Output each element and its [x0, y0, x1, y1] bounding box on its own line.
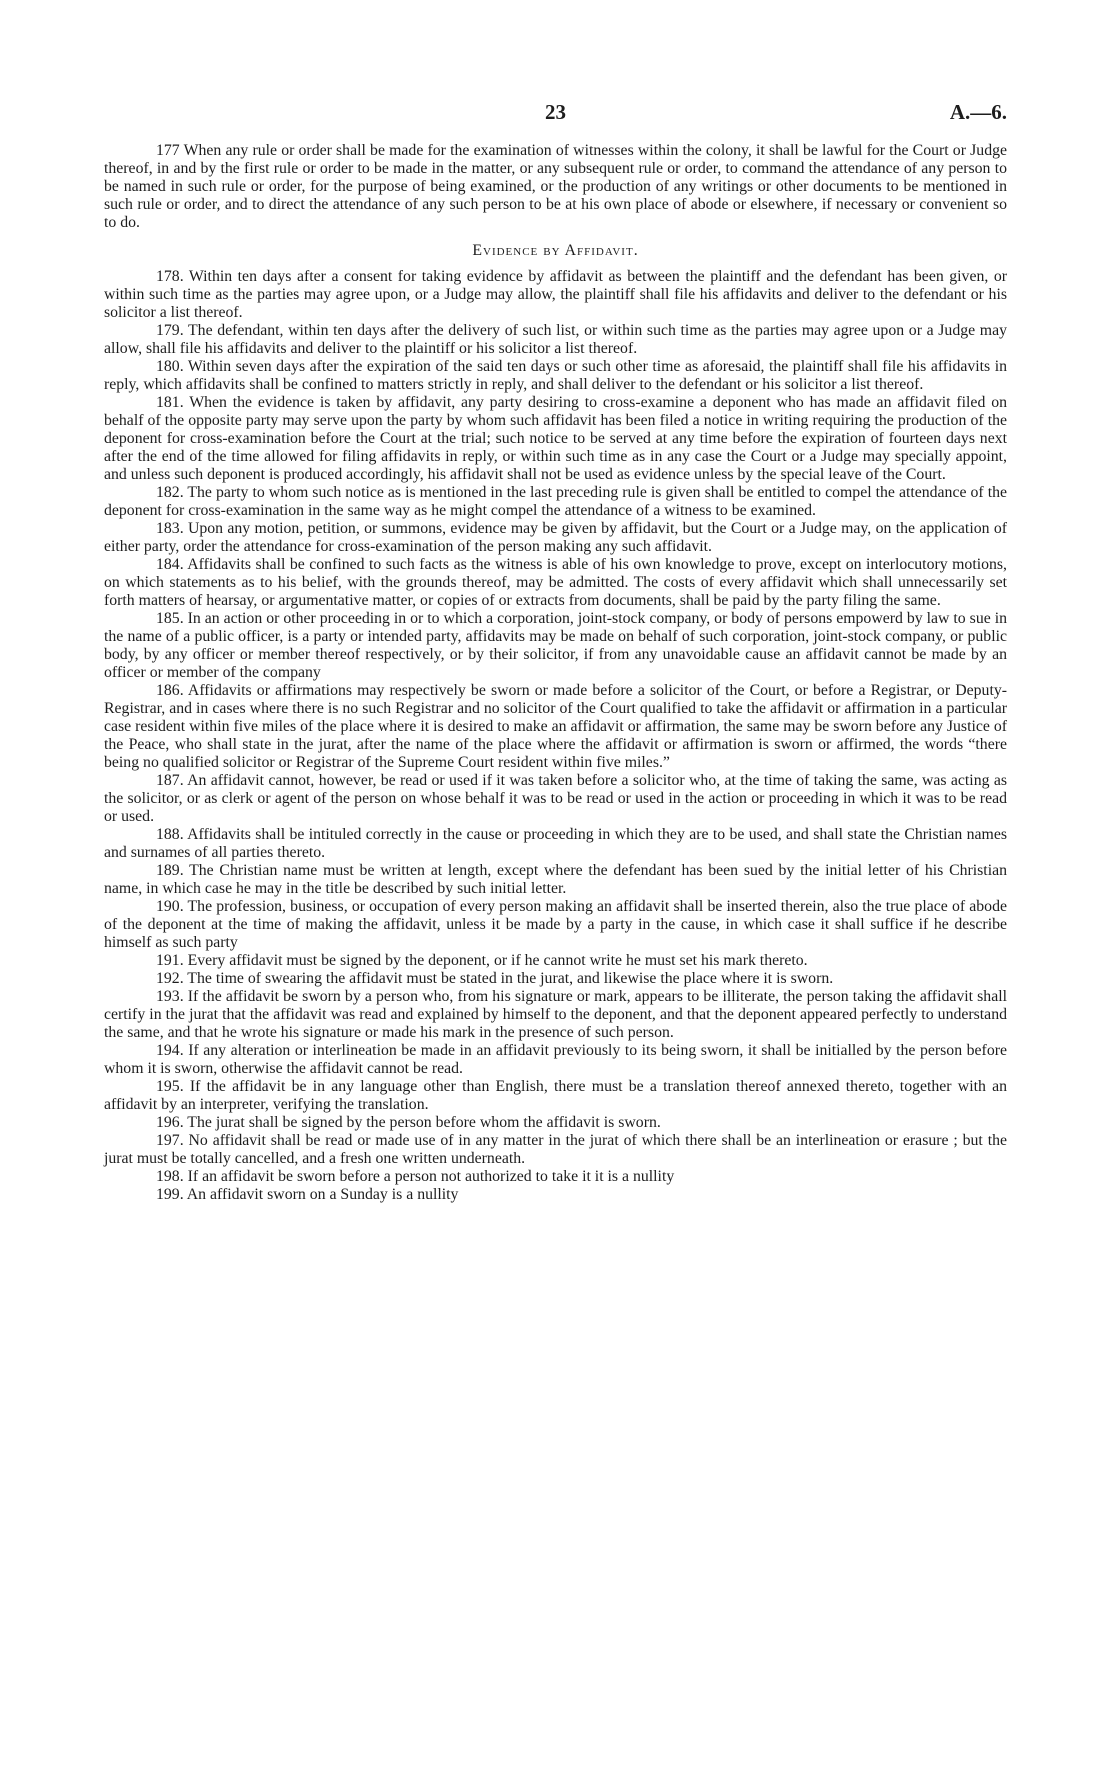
- paragraph-184: 184. Affidavits shall be confined to such facts as the witness is able of his own knowledge to prove, except on interlocutory motions, on which statements as to his belief, with the grounds thereof, may be admitted. The costs of every affidavit which shall unnecessarily set forth matters of hearsay, or argumentative matter, or copies of or extracts from documents, shall be paid by the party filing the same.: [104, 556, 1007, 609]
- paragraph-178: 178. Within ten days after a consent for taking evidence by affidavit as between the plaintiff and the defendant has been given, or within such time as the parties may agree upon, or a Judge may allow, the plaintiff shall file his affidavits and deliver to the defendant or his solicitor a list thereof.: [104, 268, 1007, 321]
- paragraph-182: 182. The party to whom such notice as is mentioned in the last preceding rule is given shall be entitled to compel the attendance of the deponent for cross-examination in the same way as he might compel the attendance of a witness to be examined.: [104, 484, 1007, 519]
- paragraph-197: 197. No affidavit shall be read or made use of in any matter in the jurat of which there shall be an interlineation or erasure ; but the jurat must be totally cancelled, and a fresh one written underneath.: [104, 1132, 1007, 1167]
- paragraph-192: 192. The time of swearing the affidavit must be stated in the jurat, and likewise the place where it is sworn.: [156, 970, 834, 987]
- section-heading: Evidence by Affidavit.: [472, 242, 639, 259]
- paragraph-199: 199. An affidavit sworn on a Sunday is a nullity: [156, 1186, 459, 1203]
- document-reference: A.—6.: [949, 100, 1007, 124]
- paragraph-193: 193. If the affidavit be sworn by a person who, from his signature or mark, appears to be illiterate, the person taking the affidavit shall certify in the jurat that the affidavit was read and explained by himself to the deponent, and that the deponent appeared perfectly to understand the same, and that he wrote his signature or made his mark in the presence of such person.: [104, 988, 1007, 1041]
- paragraph-198: 198. If an affidavit be sworn before a person not authorized to take it it is a nullity: [156, 1168, 675, 1185]
- paragraph-181: 181. When the evidence is taken by affidavit, any party desiring to cross-examine a deponent who has made an affidavit filed on behalf of the opposite party may serve upon the party by whom such affidavit has been filed a notice in writing requiring the production of the deponent for cross-examination before the Court at the trial; such notice to be served at any time before the expiration of fourteen days next after the end of the time allowed for filing affidavits in reply, or within such time as in any case the Court or a Judge may specially appoint, and unless such deponent is produced accordingly, his affidavit shall not be used as evidence unless by the special leave of the Court.: [104, 394, 1007, 483]
- paragraph-186: 186. Affidavits or affirmations may respectively be sworn or made before a solicitor of the Court, or before a Registrar, or Deputy-Registrar, and in cases where there is no such Registrar and no solicitor of the Court qualified to take the affidavit or affirmation in a particular case resident within five miles of the place where it is desired to make an affidavit or affirmation, the same may be sworn before any Justice of the Peace, who shall state in the jurat, after the name of the place where the affidavit or affirmation is sworn or affirmed, the words “there being no qualified solicitor or Registrar of the Supreme Court resident within five miles.”: [104, 682, 1007, 771]
- paragraph-196: 196. The jurat shall be signed by the person before whom the affidavit is sworn.: [156, 1114, 661, 1131]
- paragraph-177: 177 When any rule or order shall be made for the examination of witnesses within the colony, it shall be lawful for the Court or Judge thereof, in and by the first rule or order to be made in the matter, or any subsequent rule or order, to command the attendance of any person to be named in such rule or order, for the purpose of being examined, or the production of any writings or other documents to be mentioned in such rule or order, and to direct the attendance of any such person to be at his own place of abode or elsewhere, if necessary or convenient so to do.: [104, 142, 1007, 231]
- paragraph-195: 195. If the affidavit be in any language other than English, there must be a translation thereof annexed thereto, together with an affidavit by an interpreter, verifying the translation.: [104, 1078, 1007, 1113]
- paragraph-179: 179. The defendant, within ten days after the delivery of such list, or within such time as the parties may agree upon or a Judge may allow, shall file his affidavits and deliver to the plaintiff or his solicitor a list thereof.: [104, 322, 1007, 357]
- page-header: [104, 100, 1007, 126]
- paragraph-190: 190. The profession, business, or occupation of every person making an affidavit shall be inserted therein, also the true place of abode of the deponent at the time of making the affidavit, unless it be made by a party in the cause, in which case it shall suffice if he describe himself as such party: [104, 898, 1007, 951]
- paragraph-191: 191. Every affidavit must be signed by the deponent, or if he cannot write he must set his mark thereto.: [156, 952, 808, 969]
- paragraph-183: 183. Upon any motion, petition, or summons, evidence may be given by affidavit, but the Court or a Judge may, on the application of either party, order the attendance for cross-examination of the person making any such affidavit.: [104, 520, 1007, 555]
- paragraph-185: 185. In an action or other proceeding in or to which a corporation, joint-stock company, or body of persons empowerd by law to sue in the name of a public officer, is a party or intended party, affidavits may be made on behalf of such corporation, joint-stock company, or public body, by any officer or member thereof respectively, or by their solicitor, if from any unavoidable cause an affidavit cannot be made by an officer or member of the company: [104, 610, 1007, 681]
- document-body: [104, 142, 1007, 1204]
- paragraph-189: 189. The Christian name must be written at length, except where the defendant has been sued by the initial letter of his Christian name, in which case he may in the title be described by such initial letter.: [104, 862, 1007, 897]
- paragraph-187: 187. An affidavit cannot, however, be read or used if it was taken before a solicitor who, at the time of taking the same, was acting as the solicitor, or as clerk or agent of the person on whose behalf it was to be read or used in the action or proceeding in which it was to be read or used.: [104, 772, 1007, 825]
- paragraph-188: 188. Affidavits shall be intituled correctly in the cause or proceeding in which they are to be used, and shall state the Christian names and surnames of all parties thereto.: [104, 826, 1007, 861]
- page-number: 23: [545, 100, 566, 124]
- paragraph-194: 194. If any alteration or interlineation be made in an affidavit previously to its being sworn, it shall be initialled by the person before whom it is sworn, otherwise the affidavit cannot be read.: [104, 1042, 1007, 1077]
- paragraph-180: 180. Within seven days after the expiration of the said ten days or such other time as aforesaid, the plaintiff shall file his affidavits in reply, which affidavits shall be confined to matters strictly in reply, and shall deliver to the defendant or his solicitor a list thereof.: [104, 358, 1007, 393]
